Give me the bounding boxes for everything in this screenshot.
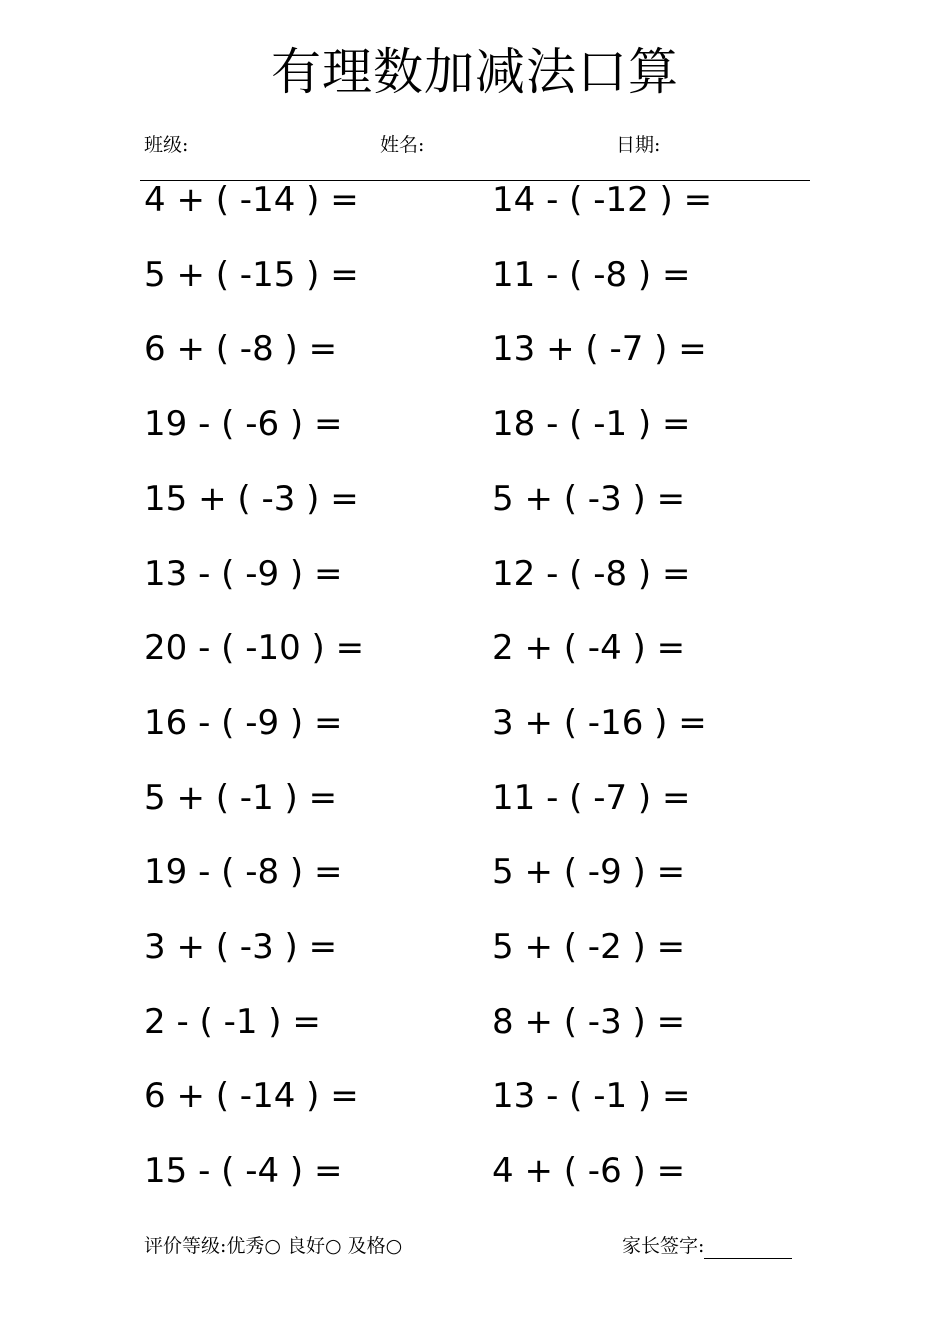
problem-left-11: 3 + ( -3 ) = <box>144 927 338 967</box>
problem-left-12: 2 - ( -1 ) = <box>144 1002 321 1042</box>
problem-right-2: 11 - ( -8 ) = <box>492 255 691 295</box>
problem-right-14: 4 + ( -6 ) = <box>492 1151 686 1191</box>
problem-left-2: 5 + ( -15 ) = <box>144 255 359 295</box>
problem-left-4: 19 - ( -6 ) = <box>144 404 343 444</box>
problem-left-8: 16 - ( -9 ) = <box>144 703 343 743</box>
problem-left-14: 15 - ( -4 ) = <box>144 1151 343 1191</box>
problem-right-12: 8 + ( -3 ) = <box>492 1002 686 1042</box>
problem-left-1: 4 + ( -14 ) = <box>144 180 359 220</box>
worksheet-title: 有理数加减法口算 <box>271 43 679 101</box>
problem-right-13: 13 - ( -1 ) = <box>492 1076 691 1116</box>
signature-line[interactable] <box>704 1238 792 1259</box>
problem-right-7: 2 + ( -4 ) = <box>492 628 686 668</box>
problem-right-4: 18 - ( -1 ) = <box>492 404 691 444</box>
problem-left-5: 15 + ( -3 ) = <box>144 479 359 519</box>
problem-left-9: 5 + ( -1 ) = <box>144 778 338 818</box>
problem-right-3: 13 + ( -7 ) = <box>492 329 707 369</box>
problem-left-3: 6 + ( -8 ) = <box>144 329 338 369</box>
problem-right-9: 11 - ( -7 ) = <box>492 778 691 818</box>
problem-left-13: 6 + ( -14 ) = <box>144 1076 359 1116</box>
parent-signature-label: 家长签字: <box>622 1235 705 1257</box>
name-label: 姓名: <box>380 134 425 156</box>
problem-right-10: 5 + ( -9 ) = <box>492 852 686 892</box>
parent-signature <box>622 1233 792 1259</box>
problem-right-6: 12 - ( -8 ) = <box>492 554 691 594</box>
class-label: 班级: <box>144 134 189 156</box>
problem-right-8: 3 + ( -16 ) = <box>492 703 707 743</box>
date-label: 日期: <box>616 134 661 156</box>
problem-left-7: 20 - ( -10 ) = <box>144 628 365 668</box>
evaluation-scale: 评价等级:优秀○ 良好○ 及格○ <box>144 1235 403 1257</box>
problem-right-5: 5 + ( -3 ) = <box>492 479 686 519</box>
problem-left-10: 19 - ( -8 ) = <box>144 852 343 892</box>
problem-left-6: 13 - ( -9 ) = <box>144 554 343 594</box>
problem-right-1: 14 - ( -12 ) = <box>492 180 713 220</box>
problem-right-11: 5 + ( -2 ) = <box>492 927 686 967</box>
